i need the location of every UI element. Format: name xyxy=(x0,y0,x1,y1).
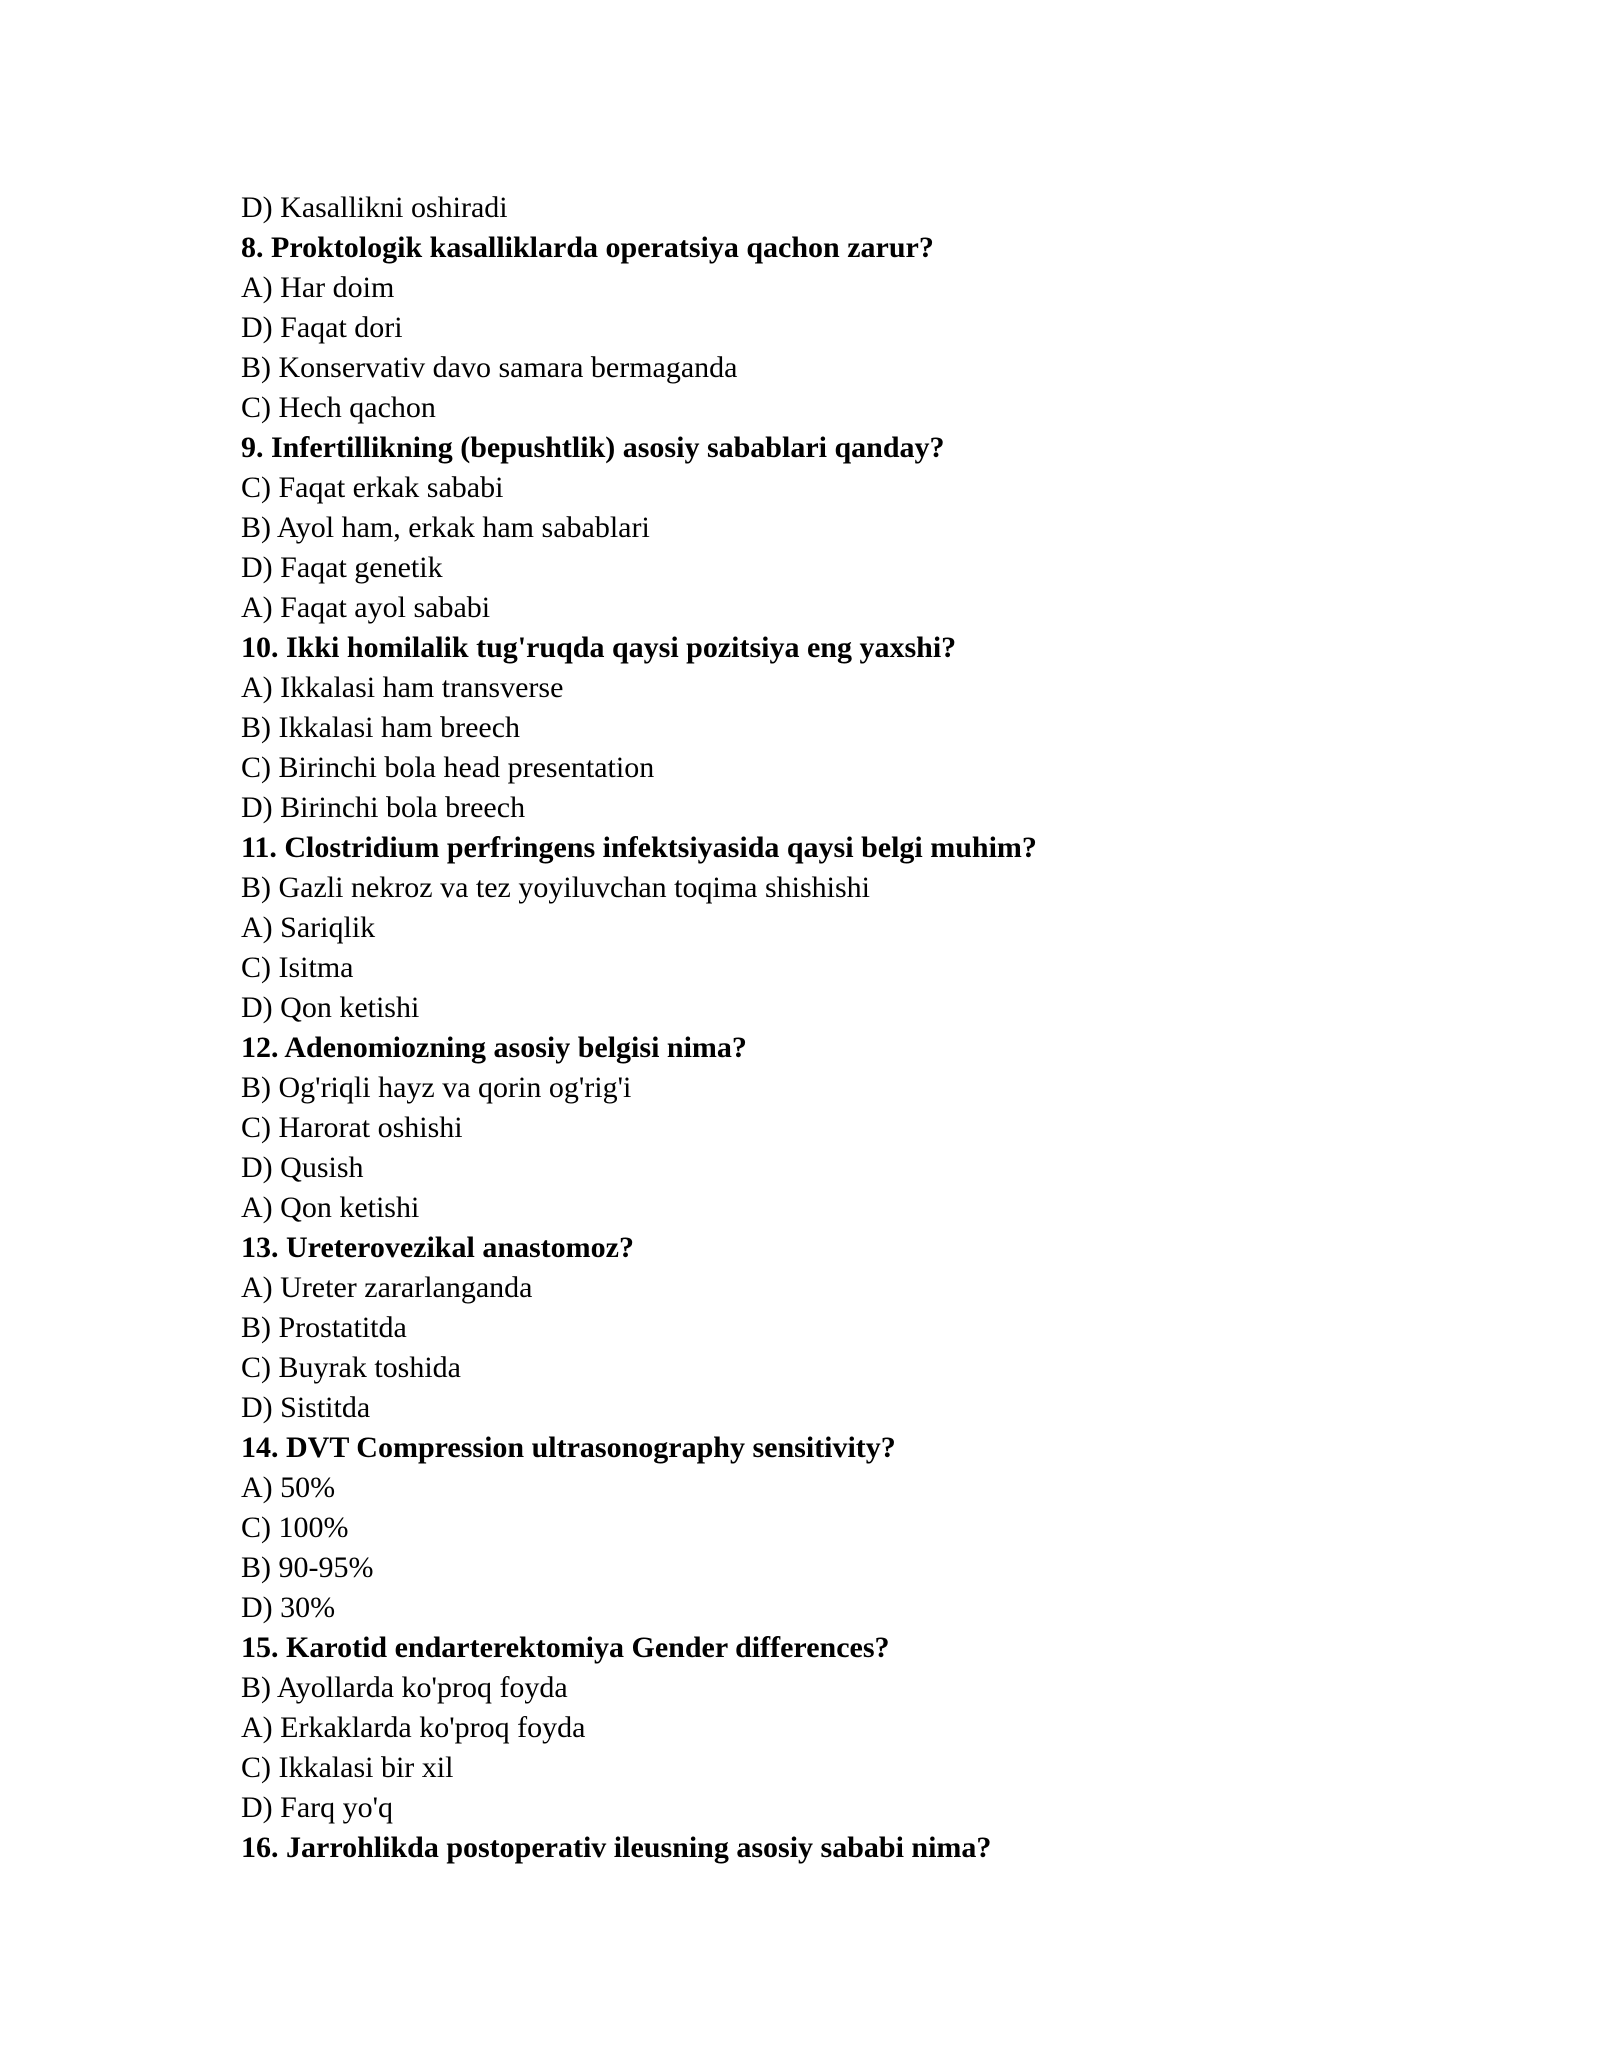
answer-option: C) Hech qachon xyxy=(241,391,436,424)
answer-option: B) Ayol ham, erkak ham sabablari xyxy=(241,511,650,544)
answer-option: A) Ikkalasi ham transverse xyxy=(241,671,564,704)
answer-option: A) Sariqlik xyxy=(241,911,376,944)
answer-option: B) Ikkalasi ham breech xyxy=(241,711,521,744)
answer-option: D) Faqat genetik xyxy=(241,551,443,584)
answer-option: D) Farq yo'q xyxy=(241,1791,394,1824)
answer-option: D) 30% xyxy=(241,1591,336,1624)
answer-option: A) Erkaklarda ko'proq foyda xyxy=(241,1711,586,1744)
question-8: 8. Proktologik kasalliklarda operatsiya qachon zarur? xyxy=(241,231,934,264)
question-10: 10. Ikki homilalik tug'ruqda qaysi pozitsiya eng yaxshi? xyxy=(241,631,957,664)
answer-option: D) Kasallikni oshiradi xyxy=(241,191,508,224)
answer-option: B) 90-95% xyxy=(241,1551,374,1584)
question-14: 14. DVT Compression ultrasonography sensitivity? xyxy=(241,1431,896,1464)
answer-option: B) Konservativ davo samara bermaganda xyxy=(241,351,738,384)
question-15: 15. Karotid endarterektomiya Gender differences? xyxy=(241,1631,890,1664)
answer-option: C) Isitma xyxy=(241,951,354,984)
answer-option: A) Har doim xyxy=(241,271,395,304)
answer-option: B) Og'riqli hayz va qorin og'rig'i xyxy=(241,1071,632,1104)
answer-option: C) Buyrak toshida xyxy=(241,1351,461,1384)
question-13: 13. Ureterovezikal anastomoz? xyxy=(241,1231,634,1264)
answer-option: C) Harorat oshishi xyxy=(241,1111,463,1144)
answer-option: C) Birinchi bola head presentation xyxy=(241,751,655,784)
answer-option: C) Ikkalasi bir xil xyxy=(241,1751,454,1784)
quiz-content xyxy=(241,188,1441,1868)
answer-option: C) Faqat erkak sababi xyxy=(241,471,504,504)
answer-option: A) Faqat ayol sababi xyxy=(241,591,491,624)
answer-option: B) Ayollarda ko'proq foyda xyxy=(241,1671,568,1704)
question-12: 12. Adenomiozning asosiy belgisi nima? xyxy=(241,1031,747,1064)
answer-option: D) Qusish xyxy=(241,1151,364,1184)
answer-option: B) Gazli nekroz va tez yoyiluvchan toqima shishishi xyxy=(241,871,871,904)
answer-option: C) 100% xyxy=(241,1511,349,1544)
answer-option: D) Qon ketishi xyxy=(241,991,420,1024)
question-11: 11. Clostridium perfringens infektsiyasida qaysi belgi muhim? xyxy=(241,831,1037,864)
answer-option: B) Prostatitda xyxy=(241,1311,407,1344)
answer-option: A) 50% xyxy=(241,1471,336,1504)
answer-option: A) Ureter zararlanganda xyxy=(241,1271,533,1304)
answer-option: D) Sistitda xyxy=(241,1391,371,1424)
answer-option: A) Qon ketishi xyxy=(241,1191,420,1224)
answer-option: D) Birinchi bola breech xyxy=(241,791,526,824)
answer-option: D) Faqat dori xyxy=(241,311,403,344)
question-16: 16. Jarrohlikda postoperativ ileusning asosiy sababi nima? xyxy=(241,1831,992,1864)
question-9: 9. Infertillikning (bepushtlik) asosiy sabablari qanday? xyxy=(241,431,945,464)
